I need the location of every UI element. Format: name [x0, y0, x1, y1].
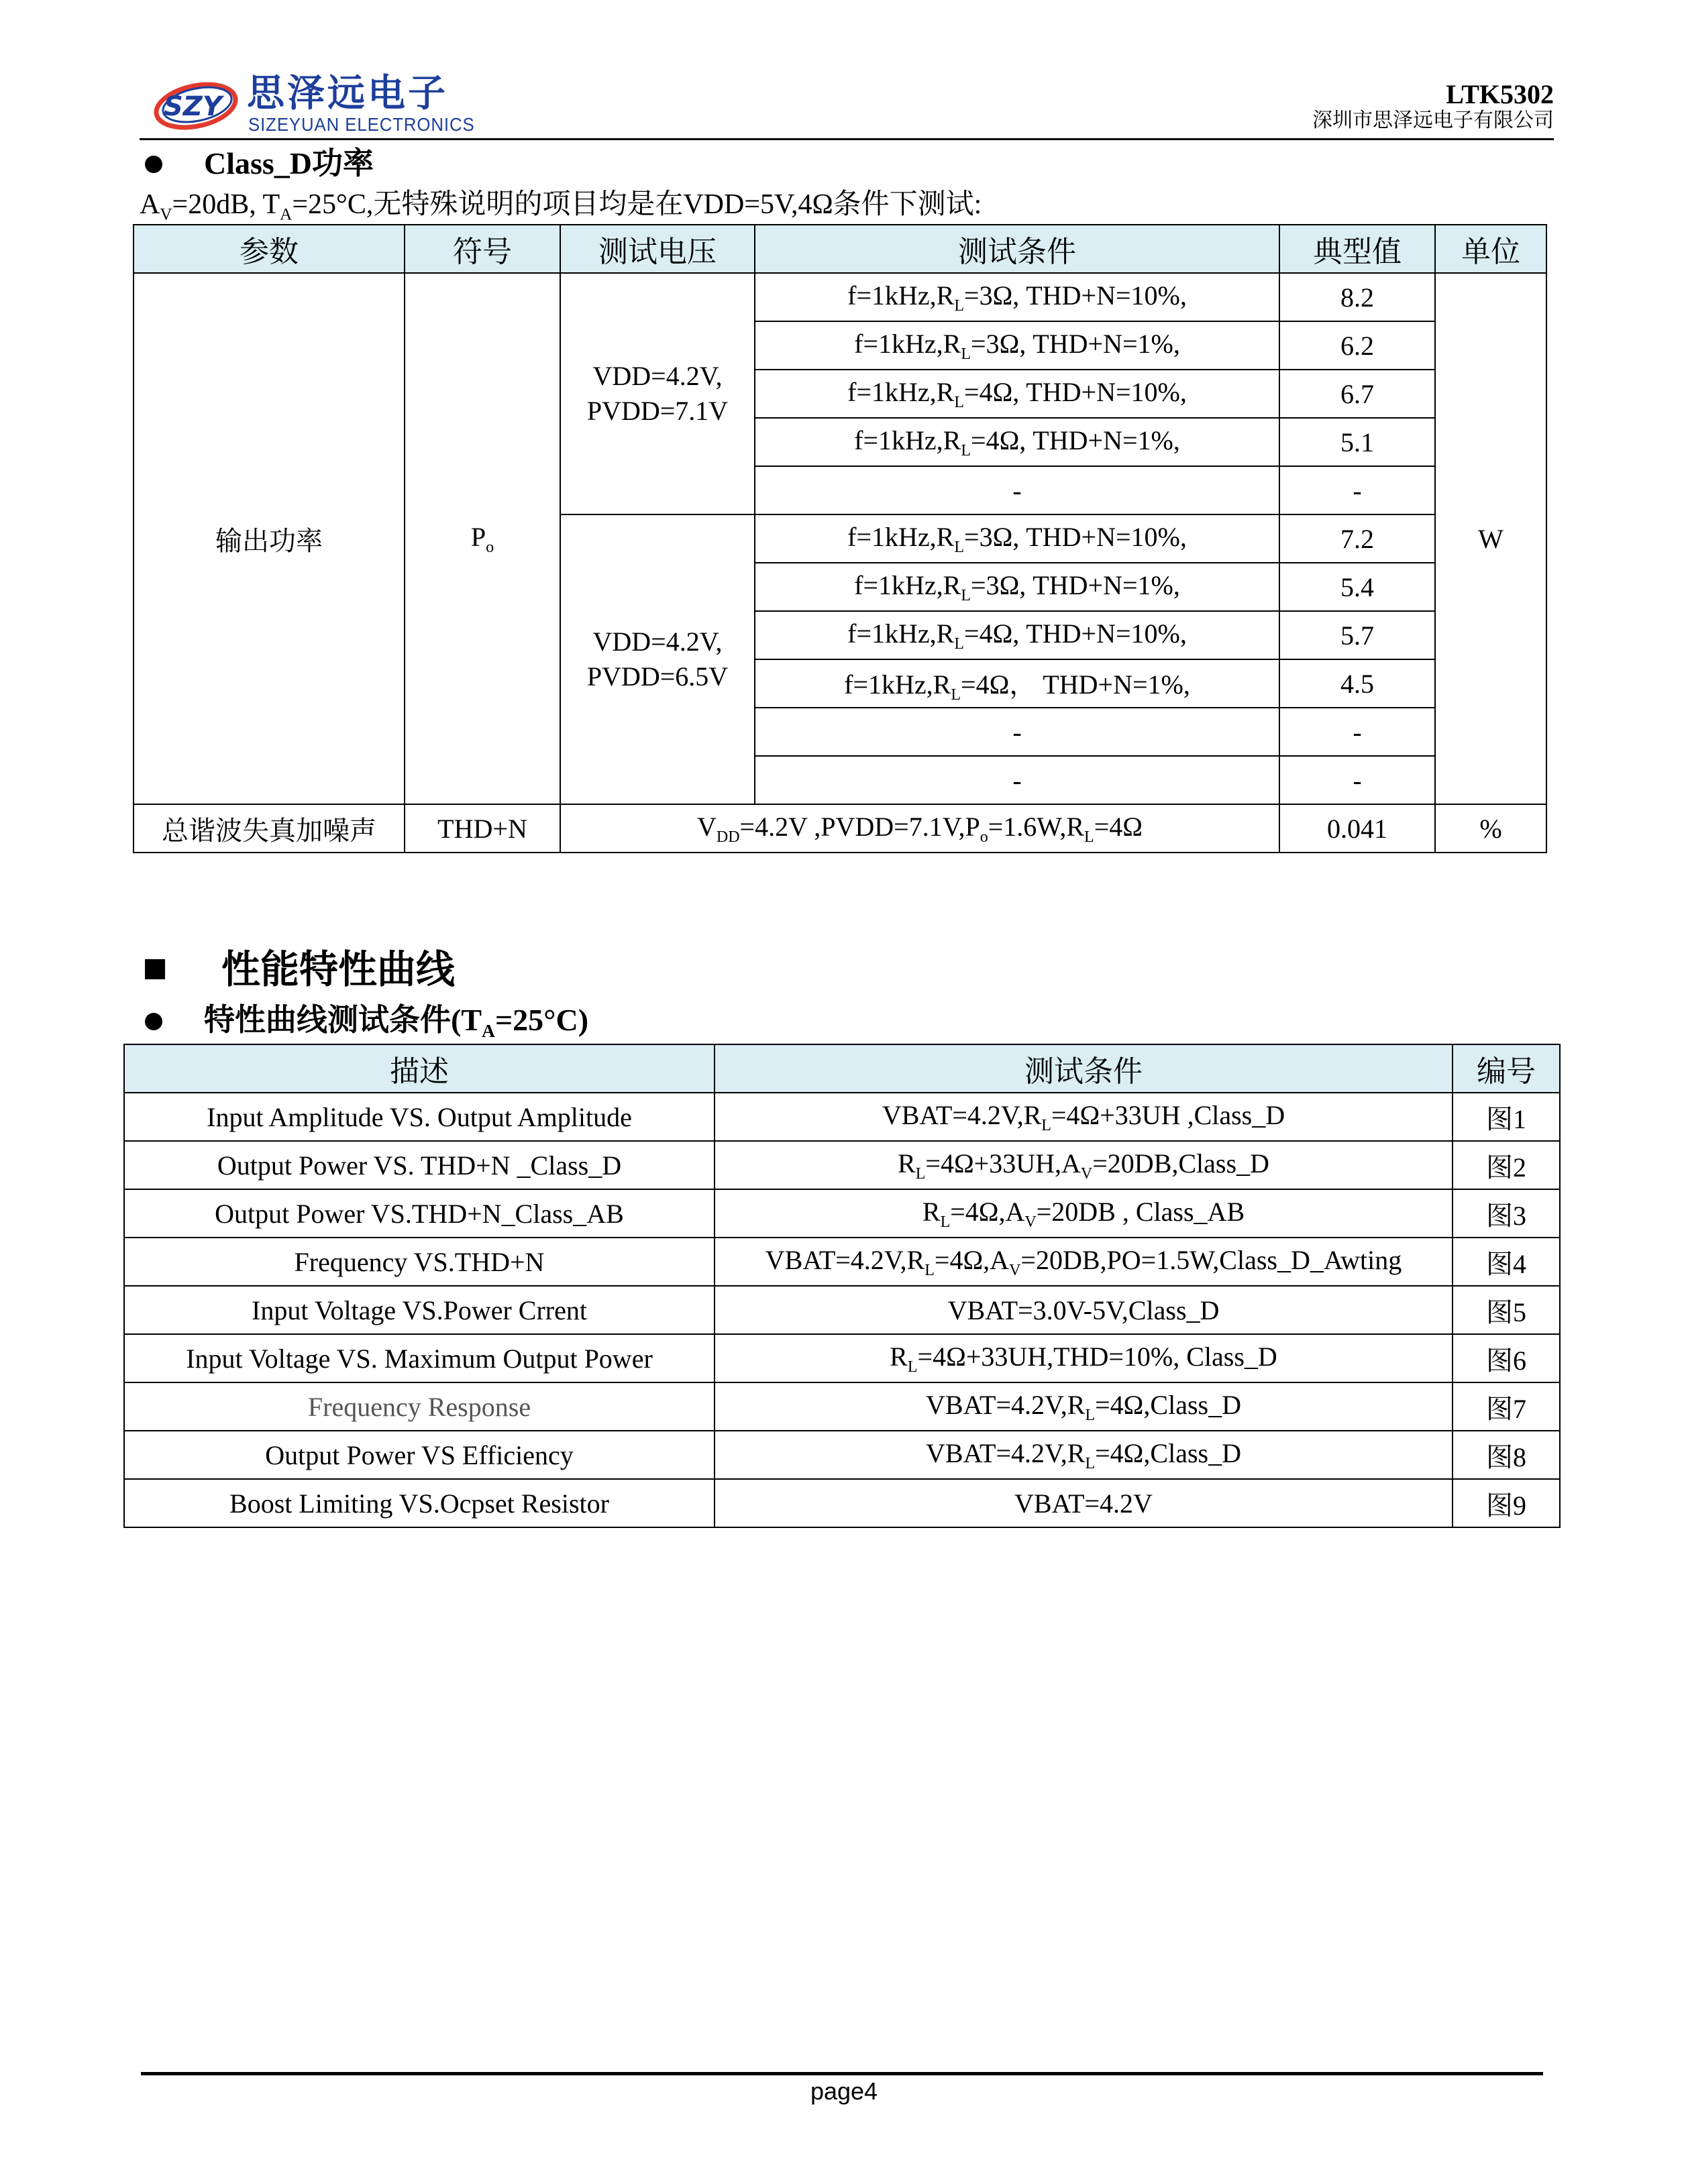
table-row: [124, 1189, 1560, 1238]
condition-cell: $V_{DD}=4.2V$ $,PVDD=7.1V,P_o=1.6W,R_L=4\Omega$: [560, 804, 1279, 853]
table-row: [124, 1141, 1560, 1189]
header-description: 描述: [124, 1044, 715, 1093]
company-name: 深圳市思泽远电子有限公司: [1312, 109, 1554, 132]
unit-cell: W: [1435, 273, 1546, 804]
figure-number-cell: 图4: [1453, 1238, 1560, 1286]
voltage-line: PVDD=6.5V: [586, 661, 729, 692]
table-row: [124, 1431, 1560, 1479]
description-cell: Output Power VS.THD+N_Class_AB: [124, 1189, 715, 1238]
condition-cell: $f=1kHz,R_L=4\Omega$， THD+N=1%,: [755, 659, 1279, 708]
condition-cell: $R_L=4\Omega+33UH,A_V=20DB,Class\_D$: [715, 1141, 1453, 1189]
figure-number-cell: 图7: [1453, 1382, 1560, 1431]
value-cell: -: [1279, 708, 1435, 756]
header-symbol: 符号: [405, 225, 560, 273]
description-cell: Input Voltage VS. Maximum Output Power: [124, 1334, 715, 1382]
condition-cell: $f=1kHz,R_L=3\Omega$, THD+N=10%,: [755, 273, 1279, 321]
condition-cell: -: [755, 466, 1279, 514]
description-cell: Input Voltage VS.Power Crrent: [124, 1286, 715, 1334]
condition-cell: -: [755, 756, 1279, 804]
value-cell: 0.041: [1279, 804, 1435, 853]
szy-logo-icon: [153, 74, 244, 133]
figure-number-cell: 图5: [1453, 1286, 1560, 1334]
condition-cell: $R_L=4\Omega,A_V=20DB$ , Class_AB: [715, 1189, 1453, 1238]
voltage-line: VDD=4.2V,: [592, 361, 723, 391]
header-typical-value: 典型值: [1279, 225, 1435, 273]
bullet-icon: [145, 1013, 162, 1034]
header-test-condition: 测试条件: [755, 225, 1279, 273]
condition-cell: -: [755, 708, 1279, 756]
logo-chinese-name: 思泽远电子: [247, 72, 448, 115]
section-title-performance-curves: 性能特性曲线: [221, 948, 456, 991]
condition-cell: VBAT=3.0V-5V,Class_D: [715, 1286, 1453, 1334]
condition-cell: $f=1kHz,R_L=3\Omega$, THD+N=10%,: [755, 514, 1279, 563]
condition-cell: $f=1kHz,R_L=4\Omega$, THD+N=10%,: [755, 611, 1279, 659]
table-row: [124, 1093, 1560, 1141]
symbol-cell: $P_o$: [405, 273, 560, 804]
voltage-line: VDD=4.2V,: [592, 626, 723, 657]
description-cell: Output Power VS Efficiency: [124, 1431, 715, 1479]
condition-cell: VBAT=4.2V: [715, 1479, 1453, 1527]
param-cell: 总谐波失真加噪声: [134, 804, 405, 853]
figure-number-cell: 图1: [1453, 1093, 1560, 1141]
description-cell: Input Amplitude VS. Output Amplitude: [124, 1093, 715, 1141]
condition-cell: $f=1kHz,R_L=4\Omega$, THD+N=1%,: [755, 418, 1279, 466]
voltage-line: PVDD=7.1V: [586, 396, 729, 426]
condition-cell: $R_L=4\Omega+33UH,THD=10\%$, Class_D: [715, 1334, 1453, 1382]
value-cell: -: [1279, 756, 1435, 804]
table-row: [124, 1334, 1560, 1382]
condition-cell: $VBAT=4.2V,R_L=4\Omega,Class\_D$: [715, 1382, 1453, 1431]
value-cell: 5.4: [1279, 563, 1435, 611]
class-d-power-table: [133, 224, 1547, 853]
curve-index-table: [123, 1044, 1561, 1528]
table-row: [124, 1382, 1560, 1431]
table-row: [124, 1479, 1560, 1527]
logo-english-name: SIZEYUAN ELECTRONICS: [248, 114, 475, 135]
description-cell: Boost Limiting VS.Ocpset Resistor: [124, 1479, 715, 1527]
description-cell: Frequency Response: [124, 1382, 715, 1431]
description-cell: Frequency VS.THD+N: [124, 1238, 715, 1286]
svg-text:SZY: SZY: [164, 91, 222, 122]
test-voltage-cell: [560, 273, 755, 514]
header-test-voltage: 测试电压: [560, 225, 755, 273]
value-cell: 8.2: [1279, 273, 1435, 321]
symbol-cell: THD+N: [405, 804, 560, 853]
header-divider: [140, 138, 1554, 140]
table-row: [124, 1286, 1560, 1334]
section-title-class-d-power: Class_D功率: [204, 146, 374, 180]
condition-cell: $VBAT=4.2V,R_L=4\Omega+33UH$ ,Class_D: [715, 1093, 1453, 1141]
header-param: 参数: [134, 225, 405, 273]
figure-number-cell: 图2: [1453, 1141, 1560, 1189]
test-voltage-cell: [560, 514, 755, 804]
description-cell: Output Power VS. THD+N _Class_D: [124, 1141, 715, 1189]
bullet-icon: [145, 156, 162, 176]
value-cell: -: [1279, 466, 1435, 514]
header-figure-number: 编号: [1453, 1044, 1560, 1093]
model-number: LTK5302: [1446, 79, 1554, 109]
condition-cell: $f=1kHz,R_L=3\Omega$, THD+N=1%,: [755, 321, 1279, 370]
condition-cell: $VBAT=4.2V,R_L=4\Omega,A_V=20DB,PO=1.5W,Class\_D\_Awting$: [715, 1238, 1453, 1286]
param-cell: 输出功率: [134, 273, 405, 804]
header-unit: 单位: [1435, 225, 1546, 273]
condition-cell: $f=1kHz,R_L=3\Omega$, THD+N=1%,: [755, 563, 1279, 611]
section-title-curve-test-conditions: 特性曲线测试条件$(T_A=25^\circ C)$: [204, 1003, 589, 1042]
page-number: page4: [810, 2077, 878, 2105]
value-cell: 5.7: [1279, 611, 1435, 659]
table-row: [134, 273, 1546, 321]
value-cell: 6.2: [1279, 321, 1435, 370]
company-logo: [153, 70, 475, 137]
value-cell: 6.7: [1279, 370, 1435, 418]
table-header-row: [124, 1044, 1560, 1093]
value-cell: 5.1: [1279, 418, 1435, 466]
value-cell: 7.2: [1279, 514, 1435, 563]
table-row: [134, 804, 1546, 853]
unit-cell: %: [1435, 804, 1546, 853]
table-row: [124, 1238, 1560, 1286]
figure-number-cell: 图9: [1453, 1479, 1560, 1527]
test-condition-note: $A_V=20dB$, $T_A=25^\circ C$,无特殊说明的项目均是在VDD=5V,4Ω条件下测试:: [140, 189, 982, 224]
figure-number-cell: 图6: [1453, 1334, 1560, 1382]
condition-cell: $f=1kHz,R_L=4\Omega$, THD+N=10%,: [755, 370, 1279, 418]
value-cell: 4.5: [1279, 659, 1435, 708]
figure-number-cell: 图3: [1453, 1189, 1560, 1238]
table-header-row: [134, 225, 1546, 273]
figure-number-cell: 图8: [1453, 1431, 1560, 1479]
square-bullet-icon: [145, 959, 165, 983]
condition-cell: $VBAT=4.2V,R_L=4\Omega,Class\_D$: [715, 1431, 1453, 1479]
header-test-condition: 测试条件: [715, 1044, 1453, 1093]
